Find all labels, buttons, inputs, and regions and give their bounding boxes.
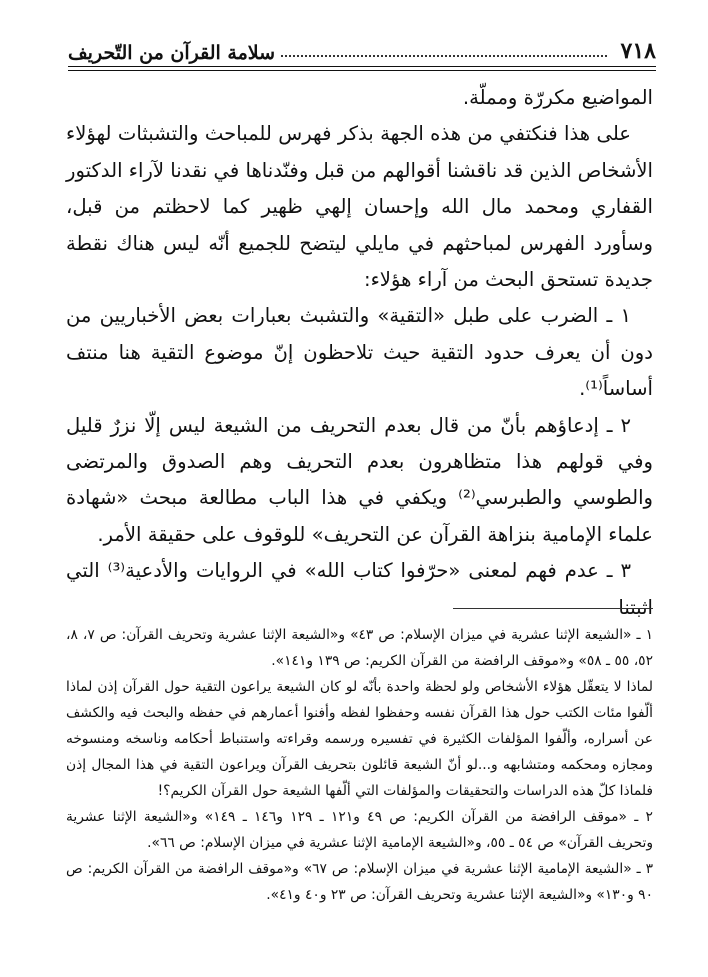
page-header	[68, 28, 656, 64]
running-title: سلامة القرآن من التّحريف	[68, 42, 276, 64]
footnote-separator	[453, 608, 653, 609]
header-rule-lower	[68, 70, 656, 71]
footnotes	[66, 622, 653, 908]
header-rule-upper	[68, 66, 656, 67]
page-number: ٧١٨	[620, 38, 656, 64]
body-paragraph: على هذا فنكتفي من هذه الجهة بذكر فهرس للمباحث والتشبثات لهؤلاء الأشخاص الذين قد ناقشنا أقوالهم من قبل وفنّدناها في نقدنا لآراء الدكتور القفاري ومحمد مال الله وإحسان إلهي ظهير كما لاحظتم من قبل، وسأورد الفهرس لمباحثهم في مايلي ليتضح للجميع أنّه ليس هناك نقطة جديدة تستحق البحث من آراء هؤلاء:	[65, 122, 653, 292]
body-paragraph: المواضيع مكررّة ومملّة.	[462, 86, 653, 109]
footnote-1: ١ ـ «الشيعة الإثنا عشرية في ميزان الإسلام: ص ٤٣» و«الشيعة الإثنا عشرية وتحريف القرآن: ص ٧، ٨، ٥٢، ٥٥ ـ ٥٨» و«موقف الرافضة من القرآن الكريم: ص ١٣٩ و١٤١».	[66, 627, 654, 669]
main-text	[66, 80, 653, 626]
body-paragraph: ١ ـ الضرب على طبل «التقية» والتشبث بعبارات بعض الأخباريين من دون أن يعرف حدود التقية حيث تلاحظون إنّ موضوع التقية هنا منتف أساساً⁽¹⁾.	[66, 304, 653, 401]
footnote-2: ٢ ـ «موقف الرافضة من القرآن الكريم: ص ٤٩ و١٢١ ـ ١٢٩ و١٤٦ ـ ١٤٩» و«الشيعة الإثنا عشرية وتحريف القرآن» ص ٥٤ ـ ٥٥، و«الشيعة الإمامية الإثنا عشرية في ميزان الإسلام: ص ٦٦».	[66, 809, 653, 851]
footnote-1-continued: لماذا لا يتعقّل هؤلاء الأشخاص ولو لحظة واحدة بأنّه لو كان الشيعة يراعون التقية حول القرآن إذن لماذا ألّفوا مئات الكتب حول هذا القرآن نفسه وحفظوا لفظه وأفنوا أعمارهم في حفظه والبحث فيه والكشف عن أسراره، وألّفوا المؤلفات الكثيرة في تفسيره ورسمه وقراءته واستنباط أحكامه وناسخه ومنسوخه ومجازه ومحكمه ومتشابهه و...لو أنّ الشيعة قائلون بتحريف القرآن ويراعون التقية في هذا المجال إذن فلماذا كلّ هذه الدراسات والتحقيقات والمؤلفات التي ألّفها الشيعة حول القرآن الكريم؟!	[66, 679, 653, 799]
body-paragraph: ٢ ـ إدعاؤهم بأنّ من قال بعدم التحريف من الشيعة ليس إلّا نزرٌ قليل وفي قولهم هذا متظاهرون بعدم التحريف وهم الصدوق والمرتضى والطوسي والطبرسي⁽²⁾ ويكفي في هذا الباب مطالعة مبحث «شهادة علماء الإمامية بنزاهة القرآن عن التحريف» للوقوف على حقيقة الأمر.	[66, 413, 653, 546]
body-paragraph: ٣ ـ عدم فهم لمعنى «حرّفوا كتاب الله» في الروايات والأدعية⁽³⁾ التي اثبتنا	[66, 559, 653, 619]
header-dot-leader	[281, 55, 607, 57]
footnote-3: ٣ ـ «الشيعة الإمامية الإثنا عشرية في ميزان الإسلام: ص ٦٧» و«موقف الرافضة من القرآن الكريم: ص ٩٠ و١٣٠» و«الشيعة الإثنا عشرية وتحريف القرآن: ص ٢٣ و٤٠ و٤١».	[66, 861, 653, 903]
